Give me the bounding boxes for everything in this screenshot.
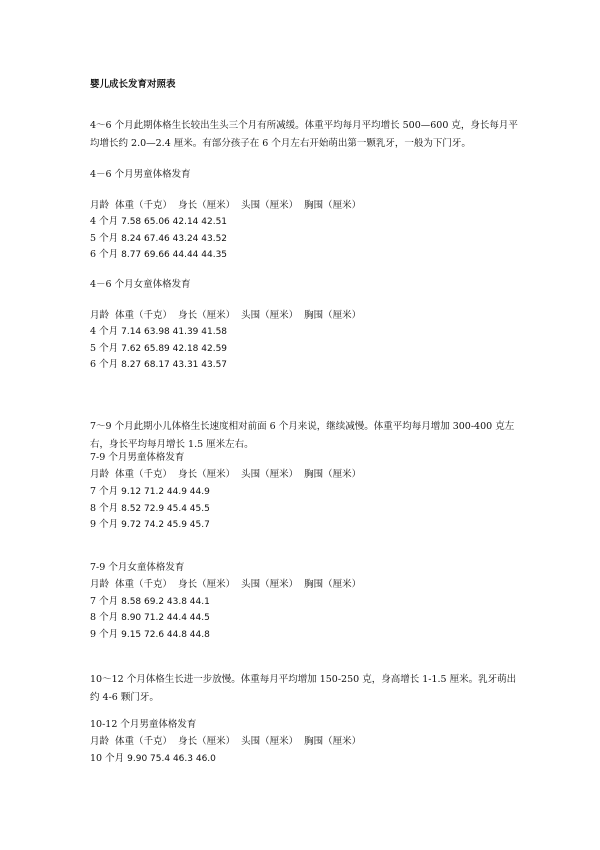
row-values: 9.90 75.4 46.3 46.0 [127, 754, 216, 764]
row-values: 8.27 68.17 43.31 43.57 [121, 360, 228, 370]
table-columns-girls-7-9: 月龄 体重（千克） 身长（厘米） 头围（厘米） 胸围（厘米） [90, 579, 362, 590]
row-label: 9 个月 [90, 519, 119, 530]
table-columns-boys-4-6: 月龄 体重（千克） 身长（厘米） 头围（厘米） 胸围（厘米） [90, 200, 362, 211]
row-values: 8.24 67.46 43.24 43.52 [121, 234, 228, 244]
row-values: 7.14 63.98 41.39 41.58 [121, 327, 228, 337]
row-label: 9 个月 [90, 629, 119, 640]
table-row [90, 485, 210, 499]
row-label: 5 个月 [90, 233, 119, 244]
row-label: 10 个月 [90, 753, 125, 764]
table-row [90, 611, 210, 625]
section-intro-7-9: 7～9 个月此期小儿体格生长速度相对前面 6 个月来说，继续减慢。体重平均每月增加 300-400 克左右，身长平均每月增长 1.5 厘米左右。 [90, 421, 515, 450]
row-label: 8 个月 [90, 612, 119, 623]
section-intro-4-6: 4～6 个月此期体格生长较出生头三个月有所减缓。体重平均每月平均增长 500—600 克，身长每月平均增长约 2.0—2.4 厘米。有部分孩子在 6 个月左右开始萌出第一颗乳牙，一般为下门牙。 [90, 120, 518, 149]
row-values: 9.72 74.2 45.9 45.7 [121, 520, 210, 530]
document-title: 婴儿成长发育对照表 [90, 79, 176, 90]
table-row [90, 248, 227, 262]
row-values: 8.77 69.66 44.44 44.35 [121, 250, 228, 260]
section-intro-10-12: 10～12 个月体格生长进一步放慢。体重每月平均增加 150-250 克，身高增长 1-1.5 厘米。乳牙萌出约 4-6 颗门牙。 [90, 674, 517, 703]
row-values: 7.62 65.89 42.18 42.59 [121, 344, 228, 354]
table-row [90, 628, 210, 642]
table-row [90, 358, 227, 372]
row-values: 8.58 69.2 43.8 44.1 [121, 597, 210, 607]
table-heading-girls-4-6: 4－6 个月女童体格发育 [90, 279, 191, 290]
table-heading-boys-7-9: 7-9 个月男童体格发育 [90, 452, 185, 463]
row-label: 7 个月 [90, 596, 119, 607]
row-label: 8 个月 [90, 503, 119, 514]
row-values: 7.58 65.06 42.14 42.51 [121, 217, 228, 227]
row-label: 6 个月 [90, 249, 119, 260]
table-row [90, 232, 227, 246]
table-row [90, 342, 227, 356]
table-heading-boys-4-6: 4－6 个月男童体格发育 [90, 169, 191, 180]
row-label: 4 个月 [90, 216, 119, 227]
table-row [90, 595, 210, 609]
row-label: 5 个月 [90, 343, 119, 354]
table-columns-boys-7-9: 月龄 体重（千克） 身长（厘米） 头围（厘米） 胸围（厘米） [90, 469, 362, 480]
row-label: 4 个月 [90, 326, 119, 337]
table-row [90, 518, 210, 532]
row-values: 8.90 71.2 44.4 44.5 [121, 613, 210, 623]
table-columns-girls-4-6: 月龄 体重（千克） 身长（厘米） 头围（厘米） 胸围（厘米） [90, 310, 362, 321]
table-row [90, 325, 227, 339]
row-values: 9.12 71.2 44.9 44.9 [121, 487, 210, 497]
table-row [90, 502, 210, 516]
row-label: 7 个月 [90, 486, 119, 497]
table-heading-boys-10-12: 10-12 个月男童体格发育 [90, 719, 197, 730]
table-columns-boys-10-12: 月龄 体重（千克） 身长（厘米） 头围（厘米） 胸围（厘米） [90, 736, 362, 747]
row-values: 9.15 72.6 44.8 44.8 [121, 630, 210, 640]
table-row [90, 752, 216, 766]
row-values: 8.52 72.9 45.4 45.5 [121, 504, 210, 514]
row-label: 6 个月 [90, 359, 119, 370]
table-row [90, 215, 227, 229]
table-heading-girls-7-9: 7-9 个月女童体格发育 [90, 562, 185, 573]
